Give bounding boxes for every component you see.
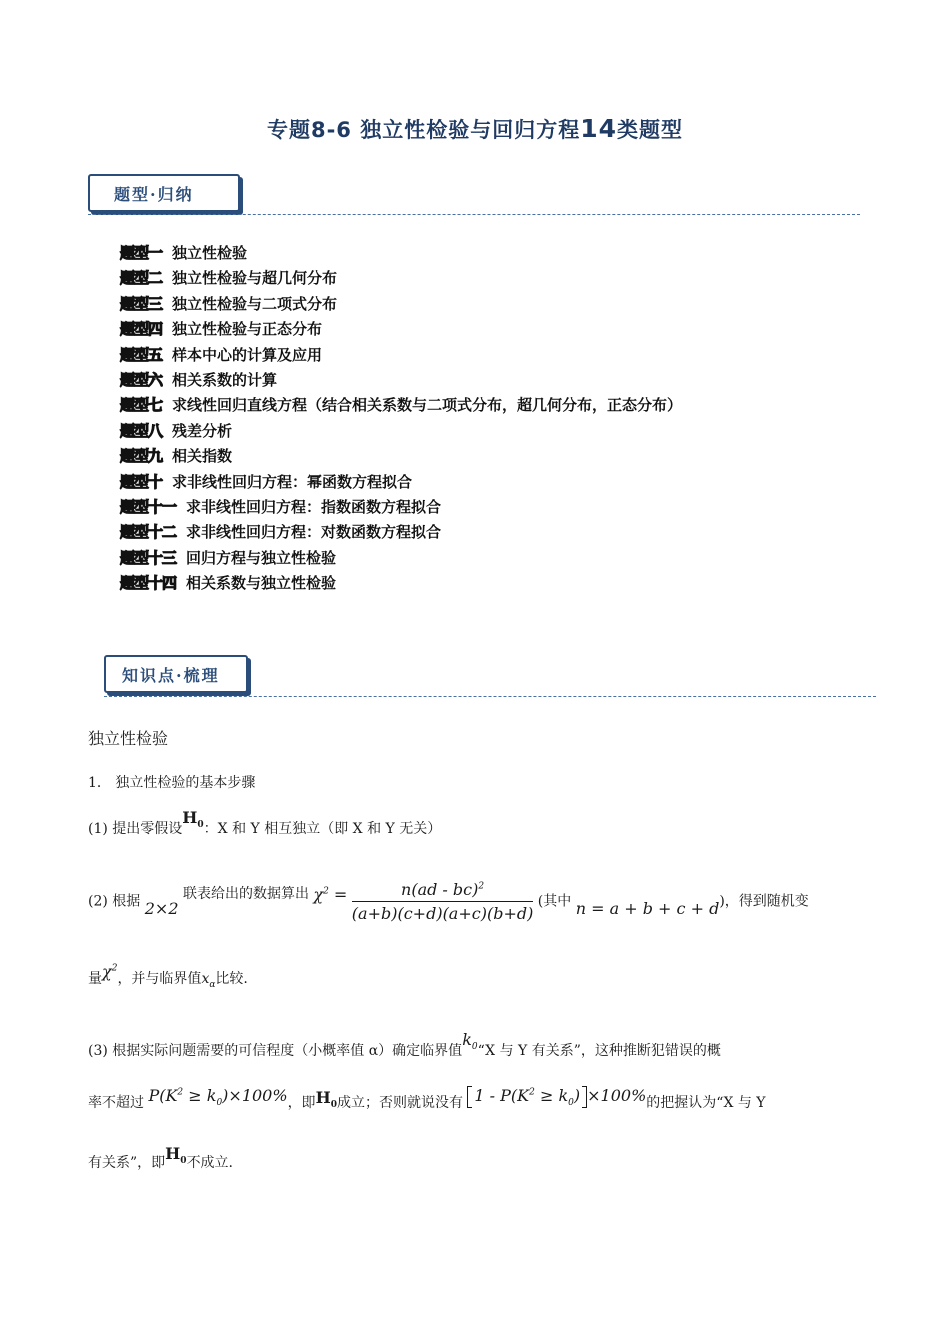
two-by-two-math: 2×2 xyxy=(144,898,179,918)
toc-tag: 题型十 xyxy=(120,472,163,491)
section-header-types-label: 题型·归纳 xyxy=(114,185,194,204)
toc-text: 独立性检验与二项式分布 xyxy=(172,294,338,313)
x-alpha-math: $x_\alpha$ xyxy=(201,971,216,990)
toc-item[interactable] xyxy=(120,368,682,393)
toc-text: 求非线性回归方程：指数函数方程拟合 xyxy=(186,497,442,516)
toc-list xyxy=(120,241,682,596)
step-3-post: “X 与 Y 有关系”，这种推断犯错误的概 xyxy=(477,1043,721,1059)
section-header-knowledge-label: 知识点·梳理 xyxy=(122,666,220,685)
step-2b-pre: 量 xyxy=(88,971,102,987)
step-3c-post: 不成立. xyxy=(186,1155,234,1171)
toc-tag: 题型一 xyxy=(120,244,163,262)
toc-tag: 题型七 xyxy=(120,396,163,415)
probability-math: $P(K^2 \ge k_0)\times 100\%$ xyxy=(148,1086,288,1109)
step-2-continued xyxy=(88,962,248,990)
toc-text: 残差分析 xyxy=(172,421,233,440)
step-3-pre: (3) 根据实际问题需要的可信程度（小概率值 α）确定临界值 xyxy=(88,1043,463,1059)
toc-item[interactable] xyxy=(120,419,682,444)
fraction-numerator: n(ad - bc)$^2$ xyxy=(352,880,534,902)
toc-item[interactable] xyxy=(120,444,682,469)
toc-text: 相关指数 xyxy=(172,447,233,466)
step-title: 1． 独立性检验的基本步骤 xyxy=(88,775,256,791)
chi-square-fraction xyxy=(352,880,534,923)
step-1-pre: (1) 提出零假设 xyxy=(88,821,183,837)
section-header-knowledge xyxy=(104,655,248,693)
step-2b-post: ，并与临界值 xyxy=(117,971,202,987)
toc-tag: 题型八 xyxy=(120,421,163,440)
toc-tag: 题型十四 xyxy=(120,574,177,593)
body-heading: 独立性检验 xyxy=(88,729,169,748)
toc-text: 回归方程与独立性检验 xyxy=(186,548,337,567)
step-3b-mid: ，即 xyxy=(287,1095,316,1111)
complement-probability-math: $1 - P(K^2 \ge k_0) \times 100\%$ xyxy=(467,1086,646,1105)
toc-text: 求非线性回归方程：幂函数方程拟合 xyxy=(172,472,413,491)
chi-square-symbol: $\chi^2$ xyxy=(102,962,118,981)
toc-text: 相关系数的计算 xyxy=(172,370,278,389)
step-2-pre: (2) 根据 xyxy=(88,893,141,910)
title-tail: 类题型 xyxy=(617,118,684,142)
step-3-continued xyxy=(88,1086,766,1114)
toc-item[interactable] xyxy=(120,317,682,342)
toc-item[interactable] xyxy=(120,292,682,317)
toc-text: 样本中心的计算及应用 xyxy=(172,345,323,364)
chi-square-symbol: $\chi^2$ = xyxy=(313,884,348,904)
step-2-mid: 联表给出的数据算出 xyxy=(182,885,309,902)
fraction-denominator: (a+b)(c+d)(a+c)(b+d) xyxy=(351,904,534,923)
toc-tag: 题型二 xyxy=(120,269,163,288)
toc-tag: 题型六 xyxy=(120,370,163,389)
step-2 xyxy=(88,880,809,923)
step-3b-pre: 率不超过 xyxy=(88,1095,144,1111)
toc-tag: 题型十一 xyxy=(120,497,177,516)
toc-item[interactable] xyxy=(120,393,682,418)
toc-item[interactable] xyxy=(120,266,682,291)
toc-item[interactable] xyxy=(120,470,682,495)
toc-text: 求非线性回归方程：对数函数方程拟合 xyxy=(186,523,442,542)
toc-item[interactable] xyxy=(120,571,682,596)
toc-item[interactable] xyxy=(120,520,682,545)
toc-text: 相关系数与独立性检验 xyxy=(186,574,337,593)
toc-item[interactable] xyxy=(120,241,682,266)
step-2-post: )，得到随机变 xyxy=(719,893,809,910)
section-divider xyxy=(88,214,860,215)
toc-tag: 题型三 xyxy=(120,294,163,313)
title-main: 专题8-6 独立性检验与回归方程 xyxy=(266,118,581,142)
toc-item[interactable] xyxy=(120,546,682,571)
step-3 xyxy=(88,1030,721,1062)
toc-tag: 题型十二 xyxy=(120,523,177,542)
section-divider xyxy=(104,696,876,697)
step-1-post: ：X 和 Y 相互独立（即 X 和 Y 无关） xyxy=(203,821,442,837)
toc-item[interactable] xyxy=(120,495,682,520)
step-3b-mid2: 成立；否则就说没有 xyxy=(336,1095,463,1111)
step-3c-pre: 有关系”，即 xyxy=(88,1155,166,1171)
k0-symbol: $k_0$ xyxy=(462,1030,478,1053)
step-2-paren: (其中 xyxy=(537,893,572,910)
step-3b-post: 的把握认为“X 与 Y xyxy=(646,1095,766,1111)
section-header-types xyxy=(88,174,240,212)
step-2b-end: 比较. xyxy=(215,971,248,987)
n-sum-math: n = a + b + c + d xyxy=(575,898,720,918)
page-title xyxy=(0,114,950,144)
step-1 xyxy=(88,808,442,840)
toc-tag: 题型九 xyxy=(120,447,163,466)
toc-tag: 题型五 xyxy=(120,345,163,364)
h0-symbol: $H_0$ xyxy=(315,1088,337,1111)
toc-tag: 题型十三 xyxy=(120,548,177,567)
toc-tag: 题型四 xyxy=(120,320,163,339)
h0-symbol: $H_0$ xyxy=(182,808,204,831)
toc-text: 独立性检验与正态分布 xyxy=(172,320,323,339)
title-number: 14 xyxy=(580,114,618,143)
step-3-end xyxy=(88,1144,234,1174)
h0-symbol: $H_0$ xyxy=(165,1144,187,1167)
toc-text: 求线性回归直线方程（结合相关系数与二项式分布，超几何分布，正态分布） xyxy=(172,396,683,415)
toc-item[interactable] xyxy=(120,343,682,368)
toc-text: 独立性检验与超几何分布 xyxy=(172,269,338,288)
toc-text: 独立性检验 xyxy=(172,244,248,262)
